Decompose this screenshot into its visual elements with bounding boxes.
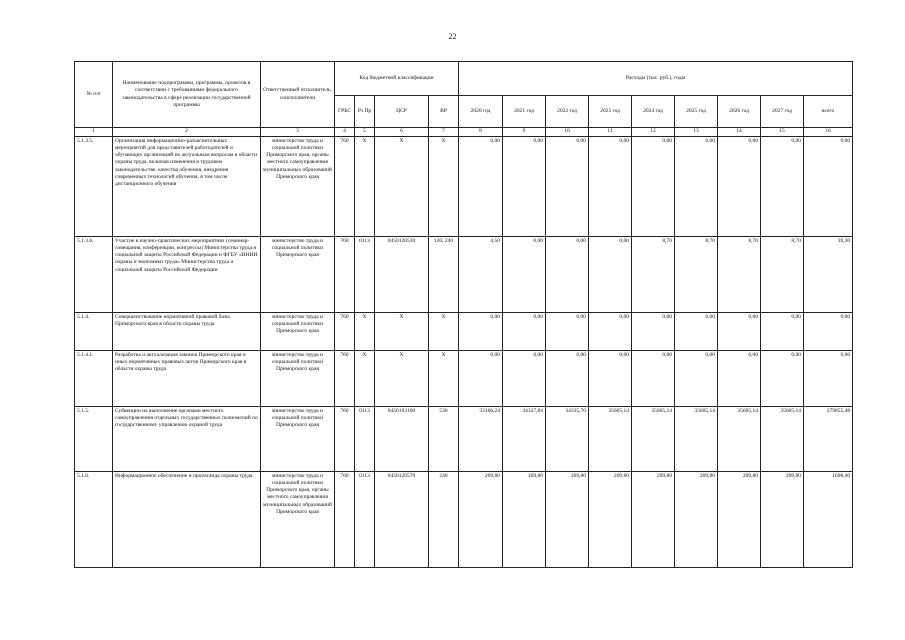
row-value: 0,00 <box>632 137 675 237</box>
row-name: Участие в научно-практических мероприятиях (семинар-совещания, конференции, конгрессы) Министерства труда и социальной защиты Российской Федерации и ФГБУ «ВНИИ охраны и экономики труда» Министерства труда и социальной защиты Российской Федерации <box>113 237 261 313</box>
page-number: 22 <box>448 32 457 41</box>
table-row <box>75 407 853 472</box>
header-expenses: Расходы (тыс. руб.), годы <box>459 62 853 96</box>
column-number: 4 <box>335 128 355 137</box>
row-value: 0,00 <box>503 313 546 351</box>
row-value: 35605,14 <box>675 407 718 472</box>
row-value: 35605,14 <box>632 407 675 472</box>
row-num: 5.1.4. <box>75 313 113 351</box>
row-rzpr: X <box>355 351 375 407</box>
row-value: 0,00 <box>718 351 761 407</box>
row-value: 0,00 <box>761 313 804 351</box>
row-name: Совершенствование нормативной правовой базы Приморского края в области охраны труда <box>113 313 261 351</box>
header-grbs: ГРБС <box>335 96 355 128</box>
row-value: 0,00 <box>459 313 503 351</box>
row-value: 0,00 <box>675 137 718 237</box>
row-grbs: 760 <box>335 407 355 472</box>
header-year: 2025 год <box>675 96 718 128</box>
budget-table <box>74 61 853 568</box>
row-grbs: 760 <box>335 351 355 407</box>
row-name: Информационное обеспечение и пропаганда охраны труда <box>113 472 261 568</box>
row-value: 8,70 <box>761 237 804 313</box>
row-executor: министерство труда и социальной политики Приморского края <box>261 407 335 472</box>
row-executor: министерство труда и социальной политики Приморского края, органы местного самоуправления муниципальных образований Приморского края <box>261 472 335 568</box>
column-number: 10 <box>546 128 589 137</box>
row-value: 35605,14 <box>589 407 632 472</box>
column-number: 2 <box>113 128 261 137</box>
row-csr: 0450193100 <box>375 407 429 472</box>
row-total: 0,00 <box>804 137 853 237</box>
column-number: 7 <box>429 128 459 137</box>
column-number: 12 <box>632 128 675 137</box>
row-total: 0,00 <box>804 351 853 407</box>
row-name: Разработка и актуализация законов Приморского края и иных нормативных правовых актов Приморского края в области охраны труда <box>113 351 261 407</box>
column-number: 11 <box>589 128 632 137</box>
column-numbers-row <box>75 128 853 137</box>
row-value: 33166,24 <box>459 407 503 472</box>
row-value: 0,00 <box>589 313 632 351</box>
header-total: всего <box>804 96 853 128</box>
header-executor: Ответственный исполнитель, соисполнители <box>261 62 335 128</box>
row-value: 209,80 <box>761 472 804 568</box>
row-value: 35605,14 <box>761 407 804 472</box>
column-number: 15 <box>761 128 804 137</box>
row-value: 34327,84 <box>503 407 546 472</box>
table-row <box>75 237 853 313</box>
row-vr: 240 <box>429 472 459 568</box>
row-vr: 530 <box>429 407 459 472</box>
row-csr: X <box>375 137 429 237</box>
header-year: 2023 год <box>589 96 632 128</box>
row-value: 0,00 <box>761 351 804 407</box>
row-value: 209,80 <box>675 472 718 568</box>
row-value: 34335,70 <box>546 407 589 472</box>
row-vr: X <box>429 137 459 237</box>
row-executor: министерство труда и социальной политики Приморского края <box>261 313 335 351</box>
row-num: 5.1.4.1. <box>75 351 113 407</box>
header-num: № п/п <box>75 62 113 128</box>
table-row <box>75 472 853 568</box>
column-number: 8 <box>459 128 503 137</box>
row-executor: министерство труда и социальной политики Приморского края, органы местного самоуправления муниципальных образований Приморского края <box>261 137 335 237</box>
row-value: 0,00 <box>718 137 761 237</box>
header-year: 2020 год <box>459 96 503 128</box>
row-grbs: 760 <box>335 137 355 237</box>
row-csr: X <box>375 313 429 351</box>
row-total: 39,30 <box>804 237 853 313</box>
header-vr: ВР <box>429 96 459 128</box>
row-value: 109,80 <box>503 472 546 568</box>
row-value: 0,00 <box>546 137 589 237</box>
column-number: 1 <box>75 128 113 137</box>
row-name: Субвенции на выполнение органами местного самоуправления отдельных государственных полномочий по государственному управлению охраной труда <box>113 407 261 472</box>
column-number: 6 <box>375 128 429 137</box>
header-year: 2024 год <box>632 96 675 128</box>
row-value: 8,70 <box>632 237 675 313</box>
row-total: 279855,48 <box>804 407 853 472</box>
row-num: 5.1.6. <box>75 472 113 568</box>
row-value: 269,80 <box>589 472 632 568</box>
row-value: 0,00 <box>632 313 675 351</box>
row-value: 0,00 <box>675 313 718 351</box>
row-value: 0,00 <box>761 137 804 237</box>
row-num: 5.1.5. <box>75 407 113 472</box>
row-csr: 0450120530 <box>375 237 429 313</box>
column-number: 14 <box>718 128 761 137</box>
row-name: Организация информационно-разъяснительных мероприятий для представителей работодателей и обучающих организаций по актуальным вопросам в области охраны труда, включая изменения в трудовом законодательстве, качества обучения, внедрения современных технологий обучения, в том числе дистанционного обучения <box>113 137 261 237</box>
row-rzpr: 0113 <box>355 472 375 568</box>
row-value: 8,70 <box>675 237 718 313</box>
column-number: 16 <box>804 128 853 137</box>
row-value: 0,00 <box>546 237 589 313</box>
row-value: 8,70 <box>718 237 761 313</box>
row-executor: министерство труда и социальной политики Приморского края <box>261 351 335 407</box>
row-vr: X <box>429 351 459 407</box>
row-rzpr: 0113 <box>355 237 375 313</box>
table-row <box>75 137 853 237</box>
row-value: 4,50 <box>459 237 503 313</box>
row-num: 5.1.3.5. <box>75 137 113 237</box>
header-csr: ЦСР <box>375 96 429 128</box>
row-value: 269,80 <box>546 472 589 568</box>
row-value: 0,00 <box>589 237 632 313</box>
row-value: 0,00 <box>503 351 546 407</box>
row-vr: X <box>429 313 459 351</box>
header-year: 2026 год <box>718 96 761 128</box>
row-value: 0,00 <box>718 313 761 351</box>
row-total: 1698,40 <box>804 472 853 568</box>
row-vr: 120, 240 <box>429 237 459 313</box>
row-value: 209,80 <box>632 472 675 568</box>
row-grbs: 760 <box>335 237 355 313</box>
row-total: 0,00 <box>804 313 853 351</box>
row-value: 0,00 <box>546 351 589 407</box>
row-executor: министерство труда и социальной политики Приморского края <box>261 237 335 313</box>
header-name: Наименование подпрограммы, программы, проектов в соответствии с требованиями федерального законодательства в сфере реализации государственной программы <box>113 62 261 128</box>
row-value: 0,00 <box>675 351 718 407</box>
row-value: 0,00 <box>459 351 503 407</box>
row-value: 0,00 <box>503 237 546 313</box>
row-rzpr: X <box>355 137 375 237</box>
table-row <box>75 351 853 407</box>
row-value: 35605,14 <box>718 407 761 472</box>
row-value: 0,00 <box>459 137 503 237</box>
row-csr: 0450120570 <box>375 472 429 568</box>
header-rzpr: Рз Пр <box>355 96 375 128</box>
row-rzpr: 0113 <box>355 407 375 472</box>
header-year: 2027 год <box>761 96 804 128</box>
row-value: 0,00 <box>546 313 589 351</box>
column-number: 3 <box>261 128 335 137</box>
row-num: 5.1.3.6. <box>75 237 113 313</box>
row-rzpr: X <box>355 313 375 351</box>
column-number: 13 <box>675 128 718 137</box>
row-value: 0,00 <box>589 137 632 237</box>
row-grbs: 760 <box>335 313 355 351</box>
header-year: 2021 год <box>503 96 546 128</box>
row-csr: X <box>375 351 429 407</box>
header-year: 2022 год <box>546 96 589 128</box>
header-budget-code: Код бюджетной классификации <box>335 62 459 96</box>
column-number: 9 <box>503 128 546 137</box>
row-value: 0,00 <box>632 351 675 407</box>
row-value: 0,00 <box>503 137 546 237</box>
row-value: 209,80 <box>459 472 503 568</box>
column-number: 5 <box>355 128 375 137</box>
row-grbs: 760 <box>335 472 355 568</box>
row-value: 0,00 <box>589 351 632 407</box>
table-row <box>75 313 853 351</box>
row-value: 209,80 <box>718 472 761 568</box>
